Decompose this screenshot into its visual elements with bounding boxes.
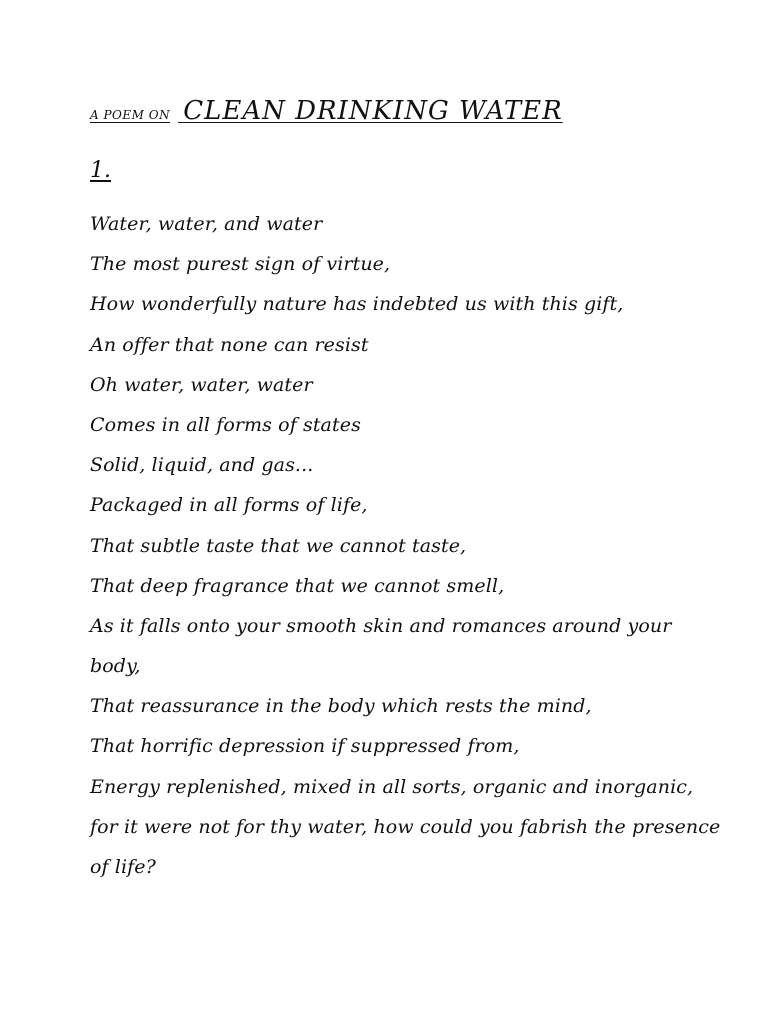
poem-line: for it were not for thy water, how could you fabrish the presence [90, 815, 721, 838]
poem-line: That deep fragrance that we cannot smell, [90, 574, 505, 597]
poem-line: The most purest sign of virtue, [90, 253, 391, 276]
poem-line: of life? [90, 856, 156, 878]
poem-line: Packaged in all forms of life, [90, 494, 368, 517]
poem-line: body, [90, 655, 141, 678]
poem-title [90, 96, 563, 126]
poem-line: As it falls onto your smooth skin and romances around your [90, 614, 672, 637]
poem-line: That horrific depression if suppressed from, [90, 735, 520, 758]
poem-line: Energy replenished, mixed in all sorts, organic and inorganic, [90, 775, 694, 798]
poem-line: An offer that none can resist [90, 333, 369, 356]
poem-body [90, 209, 721, 892]
poem-line: How wonderfully nature has indebted us with this gift, [90, 293, 624, 316]
section-number: 1. [90, 158, 111, 183]
poem-line: Oh water, water, water [90, 373, 313, 396]
poem-line: Solid, liquid, and gas... [90, 454, 314, 477]
poem-line: That reassurance in the body which rests the mind, [90, 695, 592, 718]
title-main: CLEAN DRINKING WATER [183, 96, 563, 126]
title-prefix: A POEM ON [90, 108, 171, 122]
poem-line: Comes in all forms of states [90, 413, 361, 436]
poem-line: Water, water, and water [90, 213, 323, 235]
poem-line: That subtle taste that we cannot taste, [90, 534, 467, 557]
